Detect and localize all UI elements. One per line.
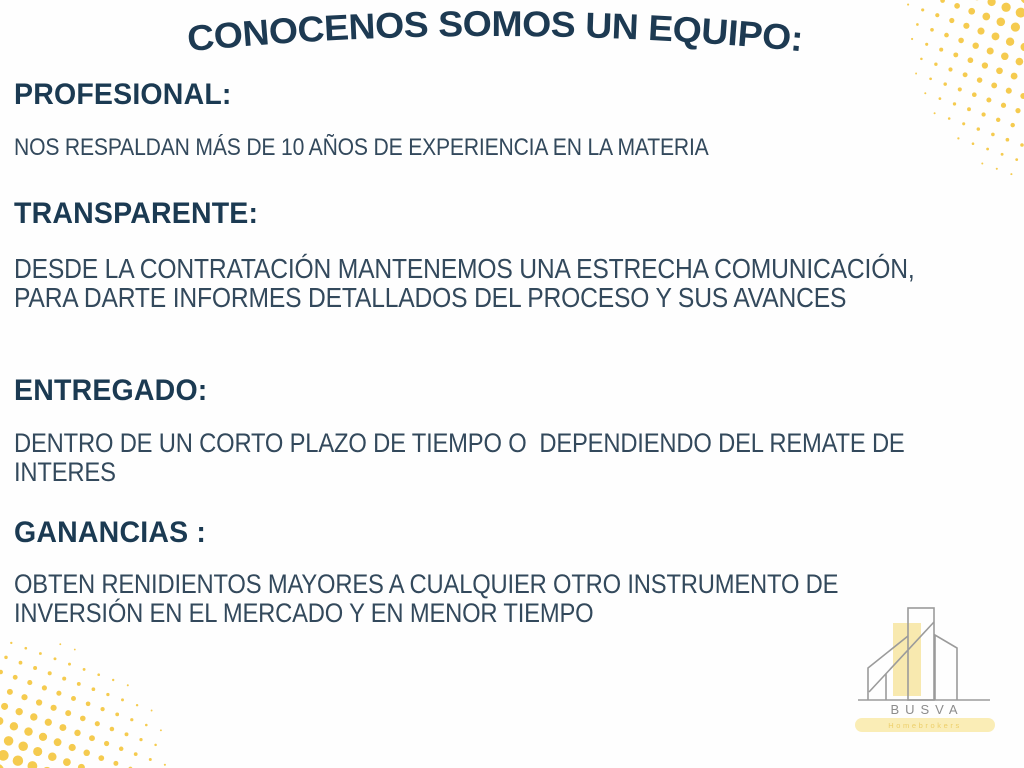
section-body-line: PARA DARTE INFORMES DETALLADOS DEL PROCESO Y SUS AVANCES (14, 282, 847, 313)
logo-house-icon (858, 608, 990, 700)
logo-tagline-pill (855, 718, 995, 732)
section-body-line: OBTEN RENIDIENTOS MAYORES A CUALQUIER OTRO INSTRUMENTO DE (14, 569, 839, 599)
section-heading-profesional: PROFESIONAL: (14, 78, 232, 111)
logo-wordmark: BUSVA (890, 702, 964, 717)
halftone-dots-top-right (884, 0, 1024, 210)
section-heading-entregado: ENTREGADO: (14, 374, 208, 407)
section-body-line: INVERSIÓN EN EL MERCADO Y EN MENOR TIEMPO (14, 598, 594, 628)
slide-title: CONOCENOS SOMOS UN EQUIPO: (185, 2, 805, 60)
section-body-line: DESDE LA CONTRATACIÓN MANTENEMOS UNA ESTRECHA COMUNICACIÓN, (14, 253, 915, 284)
section-heading-transparente: TRANSPARENTE: (14, 197, 259, 230)
logo-tagline: Homebrokers (888, 721, 962, 730)
section-body-profesional (14, 133, 709, 162)
section-body-line: INTERES (14, 457, 116, 487)
section-body-transparente (14, 254, 915, 312)
section-body-line: DENTRO DE UN CORTO PLAZO DE TIEMPO O DEPENDIENDO DEL REMATE DE (14, 428, 905, 458)
busva-logo (853, 596, 1003, 736)
slide-title-arc (0, 0, 1024, 72)
section-body-entregado (14, 429, 905, 487)
section-heading-ganancias: GANANCIAS : (14, 516, 207, 549)
halftone-dots-bottom-left (0, 610, 200, 768)
section-body-line: NOS RESPALDAN MÁS DE 10 AÑOS DE EXPERIENCIA EN LA MATERIA (14, 134, 709, 161)
